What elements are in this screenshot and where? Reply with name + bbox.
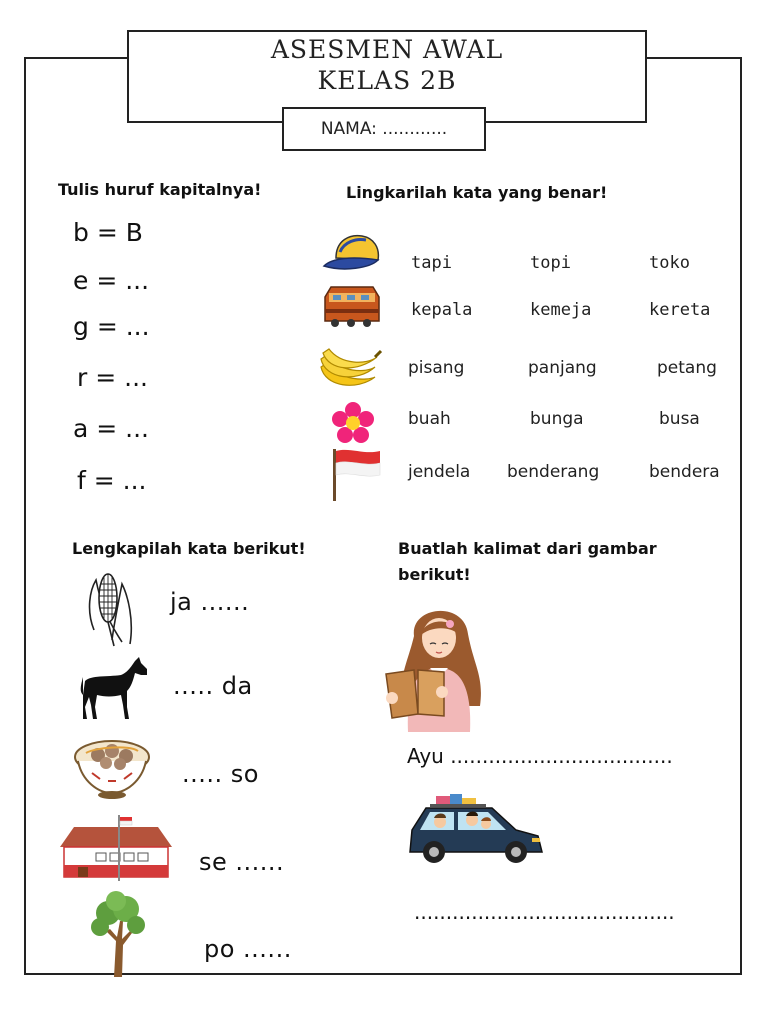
- word-option[interactable]: topi: [530, 253, 571, 273]
- capital-item[interactable]: r = ...: [77, 363, 148, 392]
- complete-word-item[interactable]: ja ......: [170, 588, 250, 616]
- banana-icon: [317, 347, 383, 395]
- word-option[interactable]: kemeja: [530, 300, 592, 320]
- word-option[interactable]: buah: [408, 409, 451, 429]
- word-option[interactable]: toko: [649, 253, 690, 273]
- complete-word-item[interactable]: ..... so: [182, 760, 259, 788]
- word-option[interactable]: kepala: [411, 300, 473, 320]
- complete-word-item[interactable]: ..... da: [173, 672, 253, 700]
- complete-words-heading: Lengkapilah kata berikut!: [72, 539, 306, 558]
- complete-word-item[interactable]: se ......: [199, 848, 285, 876]
- capital-item[interactable]: e = ...: [73, 266, 150, 295]
- word-option[interactable]: panjang: [528, 358, 597, 378]
- capital-item: b = B: [73, 218, 143, 247]
- word-option[interactable]: pisang: [408, 358, 465, 378]
- name-field[interactable]: NAMA: ............: [282, 107, 486, 151]
- tree-icon: [86, 891, 150, 977]
- girl-reading-icon: [384, 606, 488, 732]
- train-icon: [321, 283, 383, 329]
- meatball-bowl-icon: [72, 737, 152, 801]
- sentences-heading-line-1: Buatlah kalimat dari gambar: [398, 539, 657, 558]
- flag-icon: [330, 447, 384, 501]
- cap-icon: [322, 232, 382, 276]
- word-option[interactable]: bendera: [649, 462, 720, 482]
- word-option[interactable]: tapi: [411, 253, 452, 273]
- word-option[interactable]: busa: [659, 409, 700, 429]
- capitals-heading: Tulis huruf kapitalnya!: [58, 180, 262, 199]
- circle-words-heading: Lingkarilah kata yang benar!: [346, 183, 608, 202]
- word-option[interactable]: kereta: [649, 300, 711, 320]
- sentence-item[interactable]: .........................................: [414, 900, 675, 924]
- capital-item[interactable]: f = ...: [77, 466, 147, 495]
- corn-icon: [82, 570, 138, 648]
- capital-item[interactable]: g = ...: [73, 312, 150, 341]
- complete-word-item[interactable]: po ......: [204, 935, 292, 963]
- title-line-1: ASESMEN AWAL: [270, 35, 504, 64]
- word-option[interactable]: petang: [657, 358, 717, 378]
- word-option[interactable]: jendela: [408, 462, 471, 482]
- word-option[interactable]: benderang: [507, 462, 600, 482]
- capital-item[interactable]: a = ...: [73, 414, 150, 443]
- title-line-2: KELAS 2B: [317, 66, 457, 95]
- family-car-icon: [406, 790, 546, 870]
- school-icon: [58, 815, 174, 885]
- horse-icon: [77, 655, 151, 721]
- sentences-heading-line-2: berikut!: [398, 565, 471, 584]
- word-option[interactable]: bunga: [530, 409, 584, 429]
- flower-icon: [331, 401, 375, 445]
- sentence-item[interactable]: Ayu ...................................: [407, 744, 673, 768]
